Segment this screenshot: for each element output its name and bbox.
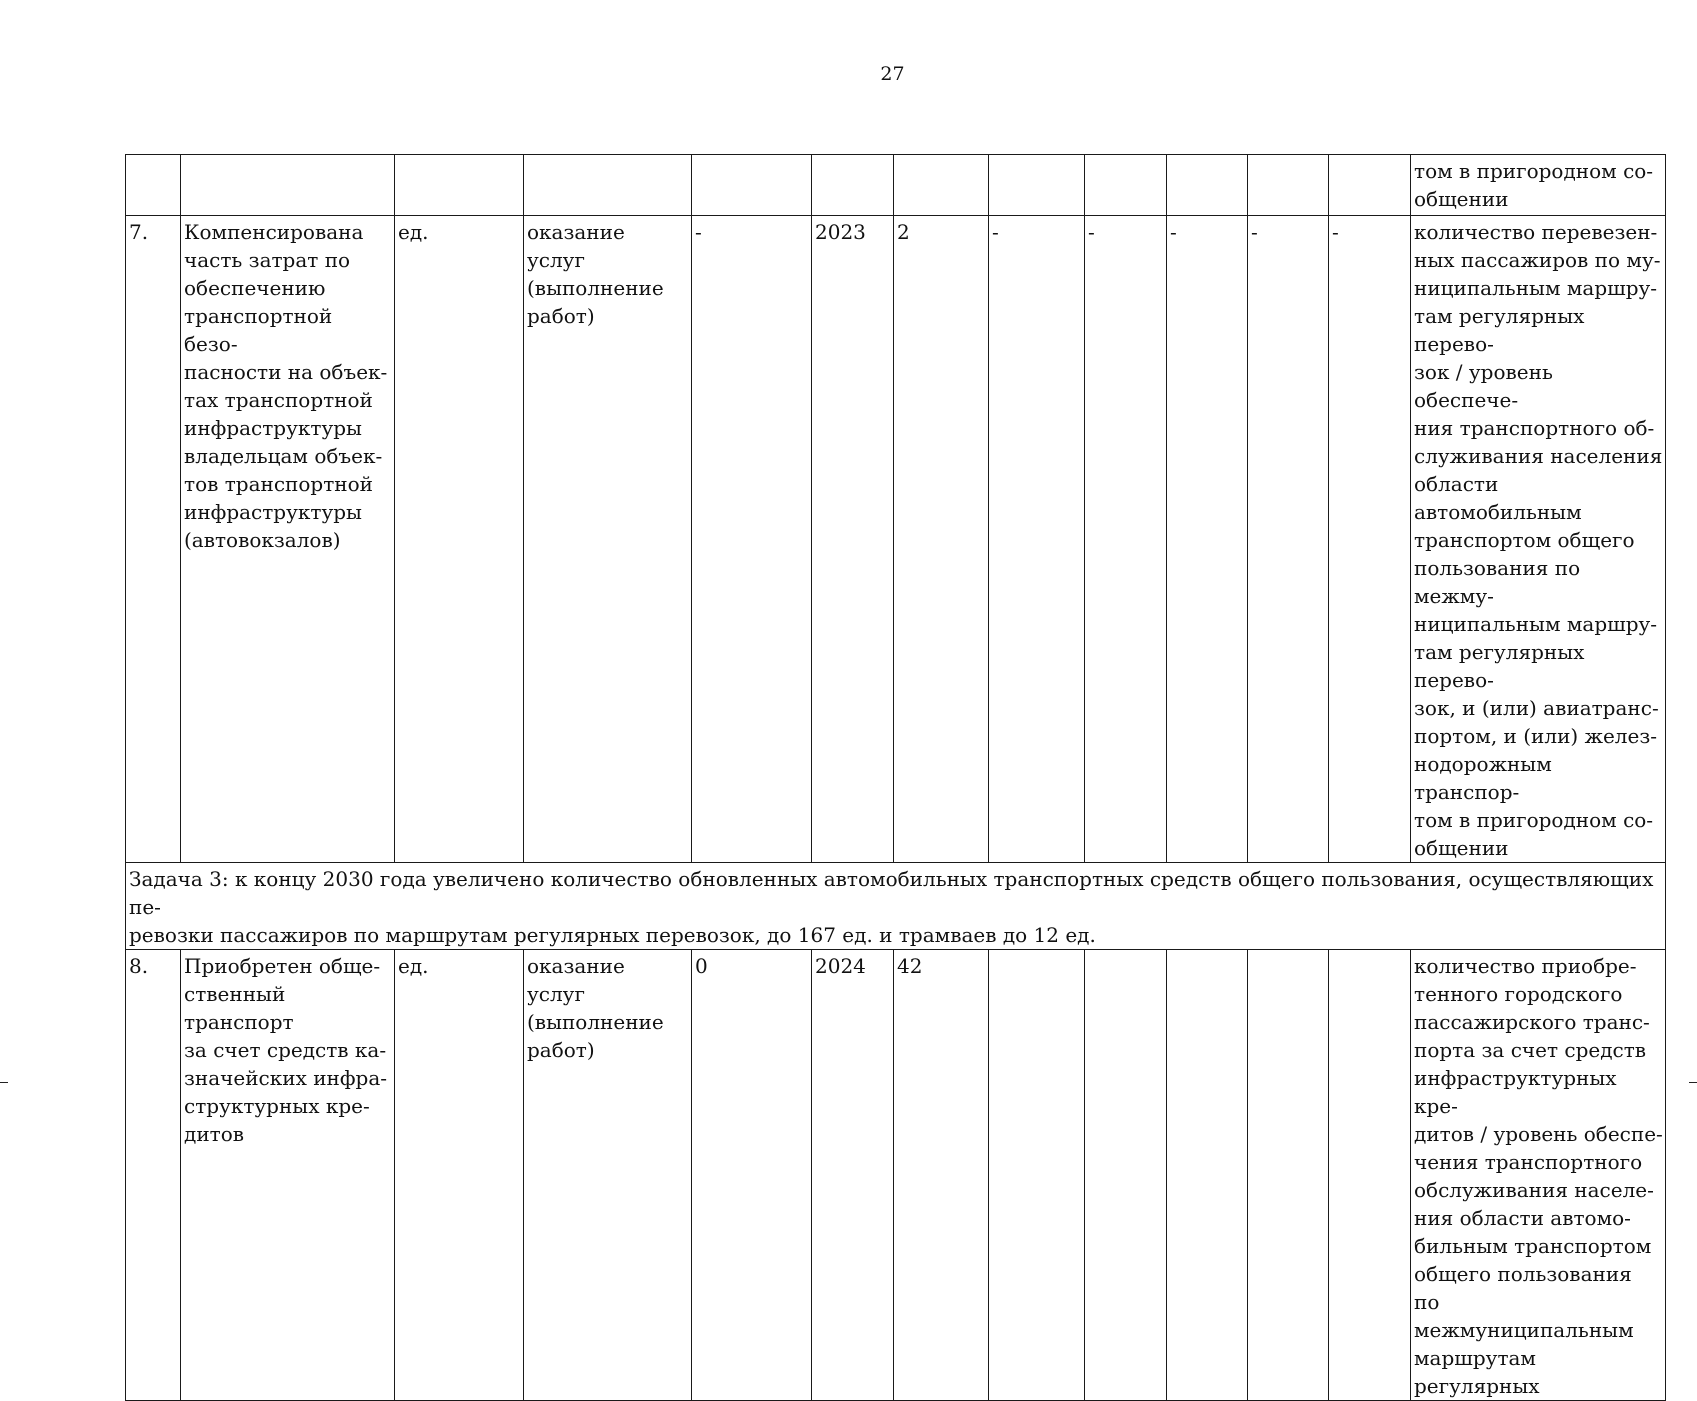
- left-margin-mark: [0, 1082, 8, 1083]
- cell-2025: -: [989, 216, 1085, 863]
- cell-2028: [1248, 950, 1329, 1401]
- right-margin-mark: [1689, 1082, 1697, 1083]
- cell-base-year: 2023: [812, 216, 894, 863]
- cell-base-year: 2024: [812, 950, 894, 1401]
- cell-base-value: [692, 155, 812, 216]
- cell-2028: [1248, 155, 1329, 216]
- cell-2029: [1329, 950, 1411, 1401]
- page-number: 27: [880, 63, 905, 85]
- cell-2027: [1167, 155, 1248, 216]
- table-body: [126, 155, 1666, 1401]
- cell-base-year: [812, 155, 894, 216]
- task-row: [126, 863, 1666, 950]
- cell-2029: -: [1329, 216, 1411, 863]
- cell-type: оказание услуг (выполнение работ): [524, 216, 692, 863]
- indicators-table: [125, 154, 1666, 1401]
- cell-number: 7.: [126, 216, 181, 863]
- cell-name: Компенсирована часть затрат по обеспечению транспортной безо- пасности на объек- тах транспортной инфраструктуры владельцам объек- тов транспортной инфраструктуры (автовокзалов): [181, 216, 395, 863]
- cell-2029: [1329, 155, 1411, 216]
- cell-2024: 42: [894, 950, 989, 1401]
- cell-unit: ед.: [395, 216, 524, 863]
- cell-indicator: количество приобре- тенного городского пассажирского транс- порта за счет средств инфраструктурных кре- дитов / уровень обеспе- чения транспортного обслуживания населе- ния области автомо- бильным транспортом общего пользования по межмуниципальным маршрутам регулярных: [1411, 950, 1666, 1401]
- cell-name: Приобретен обще- ственный транспорт за счет средств ка- значейских инфра- структурных кре- дитов: [181, 950, 395, 1401]
- table-row: [126, 950, 1666, 1401]
- cell-2027: -: [1167, 216, 1248, 863]
- cell-2024: 2: [894, 216, 989, 863]
- cell-2025: [989, 155, 1085, 216]
- cell-2025: [989, 950, 1085, 1401]
- cell-base-value: 0: [692, 950, 812, 1401]
- cell-unit: ед.: [395, 950, 524, 1401]
- task-heading: Задача 3: к концу 2030 года увеличено количество обновленных автомобильных транспортных средств общего пользования, осуществляющих пе- ревозки пассажиров по маршрутам регулярных перевозок, до 167 ед. и трамваев до 12 ед.: [126, 863, 1666, 950]
- cell-type: [524, 155, 692, 216]
- cell-2026: -: [1085, 216, 1167, 863]
- table-row: [126, 216, 1666, 863]
- cell-number: [126, 155, 181, 216]
- cell-base-value: -: [692, 216, 812, 863]
- cell-unit: [395, 155, 524, 216]
- cell-type: оказание услуг (выполнение работ): [524, 950, 692, 1401]
- cell-2027: [1167, 950, 1248, 1401]
- cell-2028: -: [1248, 216, 1329, 863]
- cell-number: 8.: [126, 950, 181, 1401]
- cell-2026: [1085, 155, 1167, 216]
- cell-name: [181, 155, 395, 216]
- table-row: [126, 155, 1666, 216]
- cell-indicator: том в пригородном со- общении: [1411, 155, 1666, 216]
- cell-2026: [1085, 950, 1167, 1401]
- cell-2024: [894, 155, 989, 216]
- cell-indicator: количество перевезен- ных пассажиров по му- ниципальным маршру- там регулярных перево- зок / уровень обеспече- ния транспортного об- служивания населения области автомобильным транспортом общего пользования по межму- ниципальным маршру- там регулярных перево- зок, и (или) авиатранс- портом, и (или) желез- нодорожным транспор- том в пригородном со- общении: [1411, 216, 1666, 863]
